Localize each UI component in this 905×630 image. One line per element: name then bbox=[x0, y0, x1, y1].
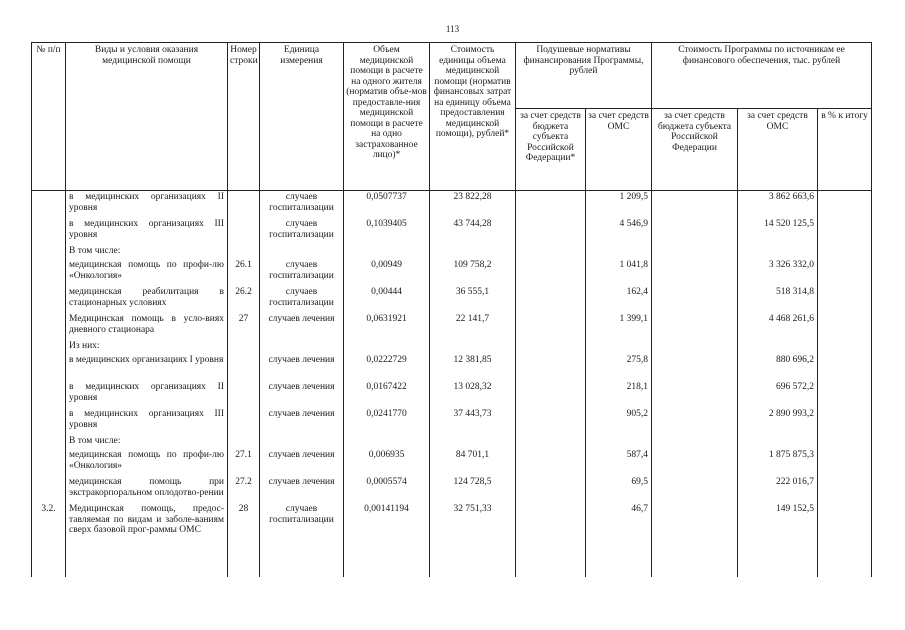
cell-percapita-budget bbox=[516, 408, 586, 435]
header-percapita: Подушевые нормативы финансирования Программы, рублей bbox=[516, 43, 652, 109]
cell-percapita-budget bbox=[516, 191, 586, 219]
subheader-oms: за счет средств ОМС bbox=[586, 109, 652, 191]
cell-percapita-oms: 69,5 bbox=[586, 476, 652, 503]
cell-name: в медицинских организациях II уровня bbox=[66, 381, 228, 408]
empty-cell bbox=[430, 435, 516, 449]
empty-cell bbox=[516, 245, 586, 259]
cell-cost: 32 751,33 bbox=[430, 503, 516, 536]
cell-program-oms: 4 468 261,6 bbox=[738, 313, 818, 340]
empty-cell bbox=[430, 245, 516, 259]
subheading-label: В том числе: bbox=[66, 245, 228, 259]
empty-cell bbox=[818, 435, 872, 449]
cell-program-budget bbox=[652, 313, 738, 340]
cell-volume: 0,0507737 bbox=[344, 191, 430, 219]
empty-cell bbox=[260, 536, 344, 577]
empty-cell bbox=[66, 536, 228, 577]
cell-name: медицинская реабилитация в стационарных условиях bbox=[66, 286, 228, 313]
cell-volume: 0,0222729 bbox=[344, 354, 430, 381]
empty-cell bbox=[586, 245, 652, 259]
cell-percapita-budget bbox=[516, 218, 586, 245]
cell-percent bbox=[818, 286, 872, 313]
cell-num: 3.2. bbox=[32, 503, 66, 536]
cell-percent bbox=[818, 408, 872, 435]
cell-program-budget bbox=[652, 354, 738, 381]
cell-name: Медицинская помощь в усло-виях дневного стационара bbox=[66, 313, 228, 340]
cell-cost: 124 728,5 bbox=[430, 476, 516, 503]
table-row bbox=[32, 408, 872, 435]
table-row bbox=[32, 354, 872, 381]
cell-percent bbox=[818, 503, 872, 536]
cell-num bbox=[32, 354, 66, 381]
cell-unit: случаев лечения bbox=[260, 381, 344, 408]
empty-cell bbox=[652, 245, 738, 259]
spacer-row bbox=[32, 536, 872, 577]
cell-num bbox=[32, 259, 66, 286]
cell-num bbox=[32, 408, 66, 435]
empty-cell bbox=[586, 435, 652, 449]
cell-percent bbox=[818, 449, 872, 476]
table-row bbox=[32, 191, 872, 219]
cell-percent bbox=[818, 476, 872, 503]
cell-percent bbox=[818, 354, 872, 381]
cell-percent bbox=[818, 381, 872, 408]
cell-name: медицинская помощь по профи-лю «Онкология» bbox=[66, 449, 228, 476]
cell-name: в медицинских организациях III уровня bbox=[66, 408, 228, 435]
cell-program-oms: 3 326 332,0 bbox=[738, 259, 818, 286]
cell-unit: случаев лечения bbox=[260, 354, 344, 381]
cell-row-number bbox=[228, 408, 260, 435]
cell-cost: 36 555,1 bbox=[430, 286, 516, 313]
page-number: 113 bbox=[445, 24, 460, 34]
cell-unit: случаев госпитализации bbox=[260, 218, 344, 245]
cell-percapita-oms: 587,4 bbox=[586, 449, 652, 476]
empty-cell bbox=[818, 340, 872, 354]
cell-percapita-budget bbox=[516, 313, 586, 340]
cell-percapita-oms: 4 546,9 bbox=[586, 218, 652, 245]
cell-name: медицинская помощь при экстракорпоральном оплодотво-рении bbox=[66, 476, 228, 503]
cell-volume: 0,0005574 bbox=[344, 476, 430, 503]
cell-program-budget bbox=[652, 408, 738, 435]
empty-cell bbox=[738, 340, 818, 354]
empty-cell bbox=[344, 435, 430, 449]
cell-unit: случаев госпитализации bbox=[260, 286, 344, 313]
empty-cell bbox=[344, 340, 430, 354]
empty-cell bbox=[260, 245, 344, 259]
cell-volume: 0,0167422 bbox=[344, 381, 430, 408]
empty-cell bbox=[818, 245, 872, 259]
cell-program-budget bbox=[652, 503, 738, 536]
header-program-cost: Стоимость Программы по источникам ее финансового обеспечения, тыс. рублей bbox=[652, 43, 872, 109]
cell-name: в медицинских организациях III уровня bbox=[66, 218, 228, 245]
empty-cell bbox=[586, 536, 652, 577]
cell-percapita-budget bbox=[516, 476, 586, 503]
table-row bbox=[32, 286, 872, 313]
cell-program-budget bbox=[652, 259, 738, 286]
cell-cost: 12 381,85 bbox=[430, 354, 516, 381]
cell-row-number: 27 bbox=[228, 313, 260, 340]
cell-name: Медицинская помощь, предос-тавляемая по видам и заболе-ваниям сверх базовой прог-раммы ОМС bbox=[66, 503, 228, 536]
cell-unit: случаев госпитализации bbox=[260, 503, 344, 536]
financing-table bbox=[31, 42, 872, 577]
empty-cell bbox=[738, 536, 818, 577]
header-types: Виды и условия оказания медицинской помощи bbox=[66, 43, 228, 191]
cell-percapita-oms: 1 041,8 bbox=[586, 259, 652, 286]
cell-percapita-budget bbox=[516, 449, 586, 476]
header-row-number: Номер строки bbox=[228, 43, 260, 191]
empty-cell bbox=[228, 340, 260, 354]
cell-volume: 0,00949 bbox=[344, 259, 430, 286]
cell-cost: 84 701,1 bbox=[430, 449, 516, 476]
cell-percapita-oms: 275,8 bbox=[586, 354, 652, 381]
empty-cell bbox=[344, 245, 430, 259]
cell-program-oms: 149 152,5 bbox=[738, 503, 818, 536]
header-volume: Объем медицинской помощи в расчете на одного жителя (норматив объе-мов предоставле-ния медицинской помощи в расчете на одно застрахованное лицо)* bbox=[344, 43, 430, 191]
cell-name: в медицинских организациях II уровня bbox=[66, 191, 228, 219]
cell-cost: 37 443,73 bbox=[430, 408, 516, 435]
cell-volume: 0,0631921 bbox=[344, 313, 430, 340]
cell-percent bbox=[818, 259, 872, 286]
cell-percapita-oms: 1 399,1 bbox=[586, 313, 652, 340]
cell-row-number: 28 bbox=[228, 503, 260, 536]
cell-program-budget bbox=[652, 286, 738, 313]
cell-program-oms: 880 696,2 bbox=[738, 354, 818, 381]
cell-num bbox=[32, 191, 66, 219]
cell-percent bbox=[818, 191, 872, 219]
cell-program-oms: 518 314,8 bbox=[738, 286, 818, 313]
table-row bbox=[32, 313, 872, 340]
cell-unit: случаев лечения bbox=[260, 476, 344, 503]
header-unit: Единица измерения bbox=[260, 43, 344, 191]
empty-cell bbox=[344, 536, 430, 577]
empty-cell bbox=[260, 435, 344, 449]
empty-cell bbox=[738, 435, 818, 449]
cell-row-number: 26.2 bbox=[228, 286, 260, 313]
table-subheading-row bbox=[32, 340, 872, 354]
empty-cell bbox=[516, 435, 586, 449]
cell-program-oms: 2 890 993,2 bbox=[738, 408, 818, 435]
cell-num bbox=[32, 476, 66, 503]
cell-num bbox=[32, 286, 66, 313]
cell-percapita-budget bbox=[516, 503, 586, 536]
subheader-oms-2: за счет средств ОМС bbox=[738, 109, 818, 191]
empty-cell bbox=[228, 536, 260, 577]
cell-cost: 23 822,28 bbox=[430, 191, 516, 219]
cell-num bbox=[32, 218, 66, 245]
cell-num bbox=[32, 449, 66, 476]
empty-cell bbox=[32, 245, 66, 259]
subheading-label: Из них: bbox=[66, 340, 228, 354]
subheading-label: В том числе: bbox=[66, 435, 228, 449]
cell-percapita-oms: 218,1 bbox=[586, 381, 652, 408]
cell-percapita-budget bbox=[516, 354, 586, 381]
cell-program-oms: 3 862 663,6 bbox=[738, 191, 818, 219]
empty-cell bbox=[516, 340, 586, 354]
cell-cost: 22 141,7 bbox=[430, 313, 516, 340]
empty-cell bbox=[260, 340, 344, 354]
cell-num bbox=[32, 313, 66, 340]
cell-program-budget bbox=[652, 476, 738, 503]
cell-row-number bbox=[228, 191, 260, 219]
table-body bbox=[32, 191, 872, 577]
subheader-budget: за счет средств бюджета субъекта Российской Федерации* bbox=[516, 109, 586, 191]
table-row bbox=[32, 449, 872, 476]
cell-program-oms: 14 520 125,5 bbox=[738, 218, 818, 245]
cell-program-budget bbox=[652, 381, 738, 408]
cell-row-number bbox=[228, 218, 260, 245]
table-row bbox=[32, 218, 872, 245]
empty-cell bbox=[430, 536, 516, 577]
empty-cell bbox=[32, 536, 66, 577]
cell-program-budget bbox=[652, 449, 738, 476]
cell-row-number bbox=[228, 381, 260, 408]
table-subheading-row bbox=[32, 435, 872, 449]
cell-percapita-budget bbox=[516, 381, 586, 408]
table-subheading-row bbox=[32, 245, 872, 259]
header-num: № п/п bbox=[32, 43, 66, 191]
empty-cell bbox=[516, 536, 586, 577]
cell-volume: 0,0241770 bbox=[344, 408, 430, 435]
cell-row-number bbox=[228, 354, 260, 381]
cell-row-number: 27.1 bbox=[228, 449, 260, 476]
cell-row-number: 26.1 bbox=[228, 259, 260, 286]
subheader-percent: в % к итогу bbox=[818, 109, 872, 191]
cell-cost: 109 758,2 bbox=[430, 259, 516, 286]
subheader-budget-2: за счет средств бюджета субъекта Российской Федерации bbox=[652, 109, 738, 191]
table-row bbox=[32, 503, 872, 536]
empty-cell bbox=[818, 536, 872, 577]
empty-cell bbox=[228, 245, 260, 259]
cell-percent bbox=[818, 218, 872, 245]
cell-volume: 0,1039405 bbox=[344, 218, 430, 245]
empty-cell bbox=[652, 536, 738, 577]
empty-cell bbox=[32, 435, 66, 449]
cell-cost: 43 744,28 bbox=[430, 218, 516, 245]
cell-percapita-oms: 905,2 bbox=[586, 408, 652, 435]
empty-cell bbox=[738, 245, 818, 259]
empty-cell bbox=[652, 435, 738, 449]
cell-percapita-budget bbox=[516, 286, 586, 313]
table-row bbox=[32, 381, 872, 408]
cell-program-oms: 222 016,7 bbox=[738, 476, 818, 503]
cell-percapita-budget bbox=[516, 259, 586, 286]
cell-percapita-oms: 46,7 bbox=[586, 503, 652, 536]
cell-unit: случаев госпитализации bbox=[260, 191, 344, 219]
cell-percapita-oms: 162,4 bbox=[586, 286, 652, 313]
cell-num bbox=[32, 381, 66, 408]
cell-name: медицинская помощь по профи-лю «Онкология» bbox=[66, 259, 228, 286]
cell-unit: случаев лечения bbox=[260, 408, 344, 435]
cell-volume: 0,00141194 bbox=[344, 503, 430, 536]
header-cost: Стоимость единицы объема медицинской помощи (норматив финансовых затрат на единицу объема предоставления медицинской помощи), рублей* bbox=[430, 43, 516, 191]
cell-row-number: 27.2 bbox=[228, 476, 260, 503]
empty-cell bbox=[430, 340, 516, 354]
empty-cell bbox=[586, 340, 652, 354]
cell-volume: 0,006935 bbox=[344, 449, 430, 476]
empty-cell bbox=[32, 340, 66, 354]
cell-program-oms: 1 875 875,3 bbox=[738, 449, 818, 476]
cell-cost: 13 028,32 bbox=[430, 381, 516, 408]
cell-name: в медицинских организациях I уровня bbox=[66, 354, 228, 381]
cell-program-budget bbox=[652, 191, 738, 219]
cell-percent bbox=[818, 313, 872, 340]
cell-volume: 0,00444 bbox=[344, 286, 430, 313]
cell-unit: случаев госпитализации bbox=[260, 259, 344, 286]
table-row bbox=[32, 259, 872, 286]
cell-unit: случаев лечения bbox=[260, 449, 344, 476]
cell-unit: случаев лечения bbox=[260, 313, 344, 340]
empty-cell bbox=[228, 435, 260, 449]
cell-program-oms: 696 572,2 bbox=[738, 381, 818, 408]
cell-program-budget bbox=[652, 218, 738, 245]
table-row bbox=[32, 476, 872, 503]
cell-percapita-oms: 1 209,5 bbox=[586, 191, 652, 219]
empty-cell bbox=[652, 340, 738, 354]
